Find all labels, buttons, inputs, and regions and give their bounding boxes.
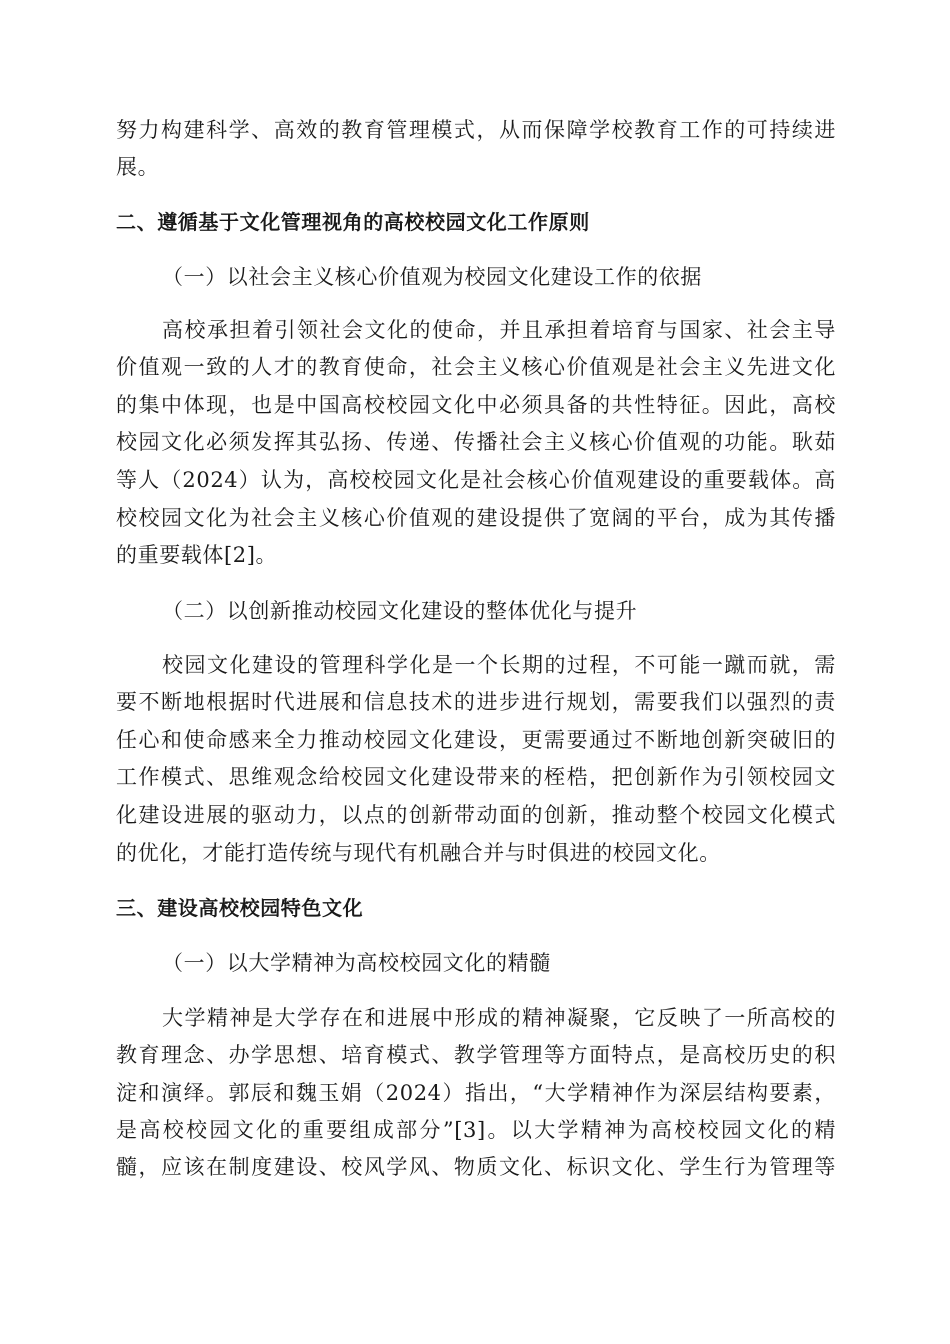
paragraph-line: 髓，应该在制度建设、校风学风、物质文化、标识文化、学生行为管理等 [116,1155,836,1179]
subsection-heading: （一）以大学精神为高校校园文化的精髓 [162,951,551,975]
paragraph-line: 化建设进展的驱动力，以点的创新带动面的创新，推动整个校园文化模式 [116,803,836,827]
paragraph-line: 等人（2024）认为，高校校园文化是社会核心价值观建设的重要载体。高 [116,468,836,492]
paragraph-line: 的集中体现，也是中国高校校园文化中必须具备的共性特征。因此，高校 [116,393,836,417]
paragraph-line: 任心和使命感来全力推动校园文化建设，更需要通过不断地创新突破旧的 [116,728,836,752]
subsection-heading: （二）以创新推动校园文化建设的整体优化与提升 [162,599,638,623]
subsection-heading: （一）以社会主义核心价值观为校园文化建设工作的依据 [162,265,702,289]
paragraph-line: 校校园文化为社会主义核心价值观的建设提供了宽阔的平台，成为其传播 [116,506,836,530]
section-heading: 三、建设高校校园特色文化 [116,896,364,920]
paragraph-line: 教育理念、办学思想、培育模式、教学管理等方面特点，是高校历史的积 [116,1043,836,1067]
paragraph-line: 淀和演绎。郭辰和魏玉娟（2024）指出，“大学精神作为深层结构要素， [116,1081,836,1105]
paragraph-line: 价值观一致的人才的教育使命，社会主义核心价值观是社会主义先进文化 [116,355,836,379]
paragraph-line: 工作模式、思维观念给校园文化建设带来的桎梏，把创新作为引领校园文 [116,765,836,789]
paragraph-line: 校园文化必须发挥其弘扬、传递、传播社会主义核心价值观的功能。耿茹 [116,430,836,454]
paragraph-line: 努力构建科学、高效的教育管理模式，从而保障学校教育工作的可持续进 [116,118,836,142]
paragraph-line: 大学精神是大学存在和进展中形成的精神凝聚，它反映了一所高校的 [162,1006,836,1030]
section-heading: 二、遵循基于文化管理视角的高校校园文化工作原则 [116,210,590,234]
paragraph-line: 展。 [116,155,160,179]
paragraph-line: 高校承担着引领社会文化的使命，并且承担着培育与国家、社会主导 [162,318,836,342]
paragraph-line: 的优化，才能打造传统与现代有机融合并与时俱进的校园文化。 [116,841,721,865]
paragraph-line: 是高校校园文化的重要组成部分”[3]。以大学精神为高校校园文化的精 [116,1118,836,1142]
paragraph-line: 校园文化建设的管理科学化是一个长期的过程，不可能一蹴而就，需 [162,653,836,677]
paragraph-line: 要不断地根据时代进展和信息技术的进步进行规划，需要我们以强烈的责 [116,690,836,714]
paragraph-line: 的重要载体[2]。 [116,543,278,567]
